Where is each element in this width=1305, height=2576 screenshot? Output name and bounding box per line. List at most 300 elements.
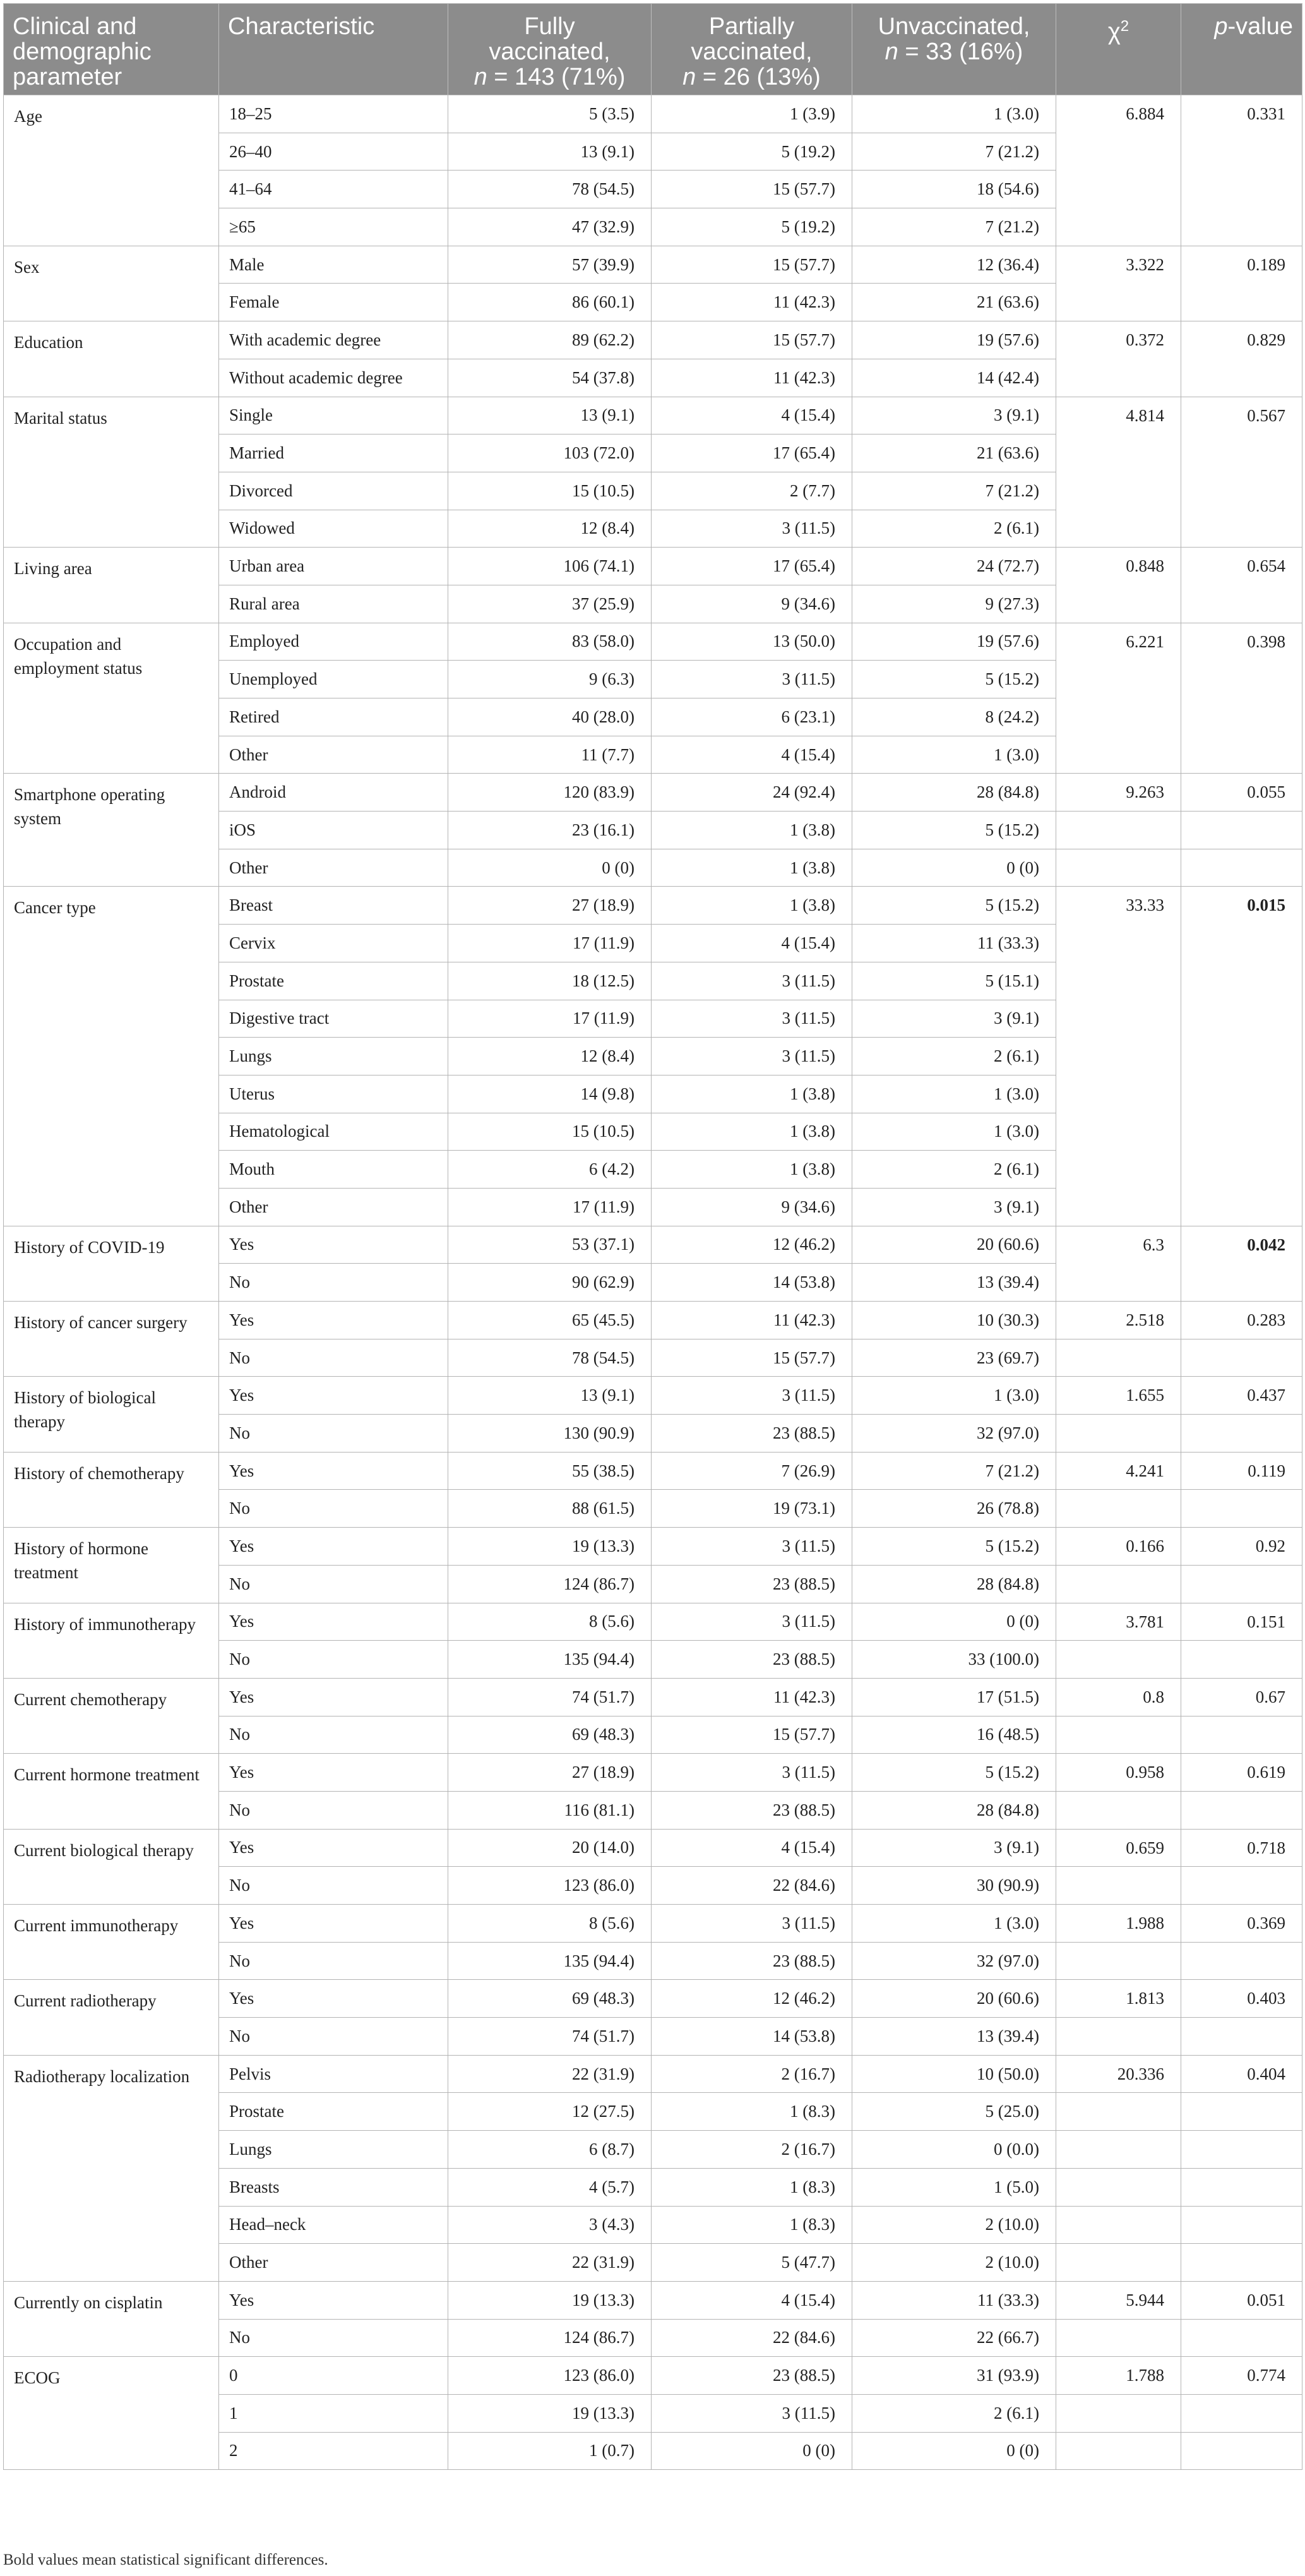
cell-partially-vaccinated: 6 (23.1) [652, 698, 852, 736]
cell-p-value: 0.042 [1181, 1226, 1302, 1301]
cell-partially-vaccinated: 11 (42.3) [652, 1678, 852, 1716]
cell-characteristic: No [219, 2018, 448, 2056]
cell-partially-vaccinated: 23 (88.5) [652, 2357, 852, 2395]
cell-unvaccinated: 1 (3.0) [852, 1905, 1056, 1943]
cell-characteristic: Urban area [219, 548, 448, 585]
table-row [4, 1302, 1302, 1339]
cell-characteristic: 0 [219, 2357, 448, 2395]
cell-characteristic: Prostate [219, 2093, 448, 2131]
cell-unvaccinated: 2 (6.1) [852, 1038, 1056, 1075]
cell-partially-vaccinated: 2 (7.7) [652, 472, 852, 510]
cell-p-value: 0.718 [1181, 1829, 1302, 1867]
cell-p-value [1181, 2206, 1302, 2244]
cell-chi-square [1056, 1791, 1181, 1829]
cell-chi-square: 4.241 [1056, 1452, 1181, 1490]
cell-characteristic: Yes [219, 1377, 448, 1415]
cell-p-value [1181, 2093, 1302, 2131]
cell-characteristic: Yes [219, 1829, 448, 1867]
cell-chi-square [1056, 2244, 1181, 2282]
cell-partially-vaccinated: 1 (3.8) [652, 1151, 852, 1189]
cell-parameter: Sex [4, 246, 219, 321]
cell-unvaccinated: 18 (54.6) [852, 171, 1056, 208]
cell-fully-vaccinated: 11 (7.7) [448, 736, 652, 774]
cell-partially-vaccinated: 14 (53.8) [652, 1264, 852, 1302]
cell-chi-square: 0.166 [1056, 1528, 1181, 1566]
cell-unvaccinated: 14 (42.4) [852, 359, 1056, 397]
cell-chi-square [1056, 812, 1181, 849]
cell-partially-vaccinated: 22 (84.6) [652, 1867, 852, 1905]
cell-unvaccinated: 30 (90.9) [852, 1867, 1056, 1905]
cell-unvaccinated: 1 (3.0) [852, 736, 1056, 774]
cell-characteristic: Yes [219, 1452, 448, 1490]
cell-parameter: History of hormone treatment [4, 1528, 219, 1603]
cell-characteristic: 41–64 [219, 171, 448, 208]
cell-partially-vaccinated: 15 (57.7) [652, 321, 852, 359]
cell-unvaccinated: 12 (36.4) [852, 246, 1056, 284]
cell-unvaccinated: 23 (69.7) [852, 1339, 1056, 1377]
cell-chi-square: 6.221 [1056, 623, 1181, 774]
table-row [4, 1980, 1302, 2018]
cell-partially-vaccinated: 1 (3.8) [652, 812, 852, 849]
cell-p-value: 0.654 [1181, 548, 1302, 623]
cell-p-value [1181, 1415, 1302, 1453]
cell-partially-vaccinated: 3 (11.5) [652, 962, 852, 1000]
cell-partially-vaccinated: 1 (3.9) [652, 95, 852, 133]
cell-partially-vaccinated: 4 (15.4) [652, 736, 852, 774]
cell-fully-vaccinated: 6 (4.2) [448, 1151, 652, 1189]
cell-characteristic: Rural area [219, 585, 448, 623]
cell-partially-vaccinated: 11 (42.3) [652, 1302, 852, 1339]
cell-p-value [1181, 2168, 1302, 2206]
cell-fully-vaccinated: 20 (14.0) [448, 1829, 652, 1867]
cell-parameter: History of biological therapy [4, 1377, 219, 1452]
cell-characteristic: No [219, 1490, 448, 1528]
cell-partially-vaccinated: 3 (11.5) [652, 1603, 852, 1641]
table-footnote: Bold values mean statistical significant differences. [3, 2551, 328, 2568]
cell-characteristic: Single [219, 397, 448, 434]
cell-partially-vaccinated: 5 (19.2) [652, 133, 852, 171]
cell-unvaccinated: 13 (39.4) [852, 1264, 1056, 1302]
cell-parameter: Current biological therapy [4, 1829, 219, 1904]
cell-characteristic: Retired [219, 698, 448, 736]
cell-characteristic: No [219, 1264, 448, 1302]
cell-chi-square: 3.781 [1056, 1603, 1181, 1641]
cell-characteristic: Widowed [219, 510, 448, 548]
cell-fully-vaccinated: 18 (12.5) [448, 962, 652, 1000]
cell-unvaccinated: 7 (21.2) [852, 1452, 1056, 1490]
cell-unvaccinated: 19 (57.6) [852, 623, 1056, 661]
cell-characteristic: No [219, 1339, 448, 1377]
cell-unvaccinated: 19 (57.6) [852, 321, 1056, 359]
cell-characteristic: Without academic degree [219, 359, 448, 397]
cell-fully-vaccinated: 14 (9.8) [448, 1075, 652, 1113]
cell-characteristic: Yes [219, 1528, 448, 1566]
cell-characteristic: Hematological [219, 1113, 448, 1151]
cell-p-value: 0.119 [1181, 1452, 1302, 1490]
cell-partially-vaccinated: 3 (11.5) [652, 1000, 852, 1038]
cell-parameter: Radiotherapy localization [4, 2055, 219, 2281]
cell-partially-vaccinated: 1 (8.3) [652, 2206, 852, 2244]
cell-chi-square [1056, 2432, 1181, 2470]
cell-partially-vaccinated: 23 (88.5) [652, 1641, 852, 1679]
cell-fully-vaccinated: 22 (31.9) [448, 2055, 652, 2093]
cell-unvaccinated: 31 (93.9) [852, 2357, 1056, 2395]
cell-partially-vaccinated: 4 (15.4) [652, 397, 852, 434]
cell-p-value: 0.619 [1181, 1754, 1302, 1792]
table-row [4, 1377, 1302, 1415]
cell-partially-vaccinated: 19 (73.1) [652, 1490, 852, 1528]
cell-fully-vaccinated: 74 (51.7) [448, 2018, 652, 2056]
cell-partially-vaccinated: 3 (11.5) [652, 661, 852, 698]
table-row [4, 1905, 1302, 1943]
cell-characteristic: 26–40 [219, 133, 448, 171]
cell-partially-vaccinated: 15 (57.7) [652, 171, 852, 208]
cell-fully-vaccinated: 6 (8.7) [448, 2131, 652, 2169]
table-row [4, 2281, 1302, 2319]
cell-partially-vaccinated: 23 (88.5) [652, 1942, 852, 1980]
cell-unvaccinated: 7 (21.2) [852, 472, 1056, 510]
cell-parameter: History of chemotherapy [4, 1452, 219, 1527]
cell-fully-vaccinated: 135 (94.4) [448, 1641, 652, 1679]
cell-chi-square [1056, 1716, 1181, 1754]
cell-p-value [1181, 812, 1302, 849]
header-param: Clinical and demographic parameter [4, 4, 219, 95]
cell-chi-square [1056, 2093, 1181, 2131]
cell-characteristic: Lungs [219, 2131, 448, 2169]
cell-partially-vaccinated: 23 (88.5) [652, 1565, 852, 1603]
cell-fully-vaccinated: 5 (3.5) [448, 95, 652, 133]
cell-partially-vaccinated: 12 (46.2) [652, 1226, 852, 1264]
cell-unvaccinated: 9 (27.3) [852, 585, 1056, 623]
cell-partially-vaccinated: 1 (3.8) [652, 1113, 852, 1151]
cell-partially-vaccinated: 1 (3.8) [652, 849, 852, 887]
cell-characteristic: Employed [219, 623, 448, 661]
cell-chi-square: 9.263 [1056, 774, 1181, 812]
cell-p-value [1181, 1339, 1302, 1377]
cell-unvaccinated: 32 (97.0) [852, 1415, 1056, 1453]
cell-partially-vaccinated: 3 (11.5) [652, 1905, 852, 1943]
cell-parameter: History of immunotherapy [4, 1603, 219, 1678]
table-row [4, 1678, 1302, 1716]
cell-fully-vaccinated: 8 (5.6) [448, 1905, 652, 1943]
cell-chi-square [1056, 2206, 1181, 2244]
cell-characteristic: Yes [219, 1678, 448, 1716]
cell-fully-vaccinated: 13 (9.1) [448, 397, 652, 434]
cell-fully-vaccinated: 106 (74.1) [448, 548, 652, 585]
cell-partially-vaccinated: 15 (57.7) [652, 1716, 852, 1754]
cell-p-value [1181, 2244, 1302, 2282]
cell-p-value [1181, 1490, 1302, 1528]
cell-characteristic: iOS [219, 812, 448, 849]
table-row [4, 1528, 1302, 1566]
cell-unvaccinated: 3 (9.1) [852, 397, 1056, 434]
cell-characteristic: Male [219, 246, 448, 284]
cell-parameter: Education [4, 321, 219, 397]
cell-unvaccinated: 1 (3.0) [852, 95, 1056, 133]
table-row [4, 246, 1302, 284]
cell-characteristic: Digestive tract [219, 1000, 448, 1038]
cell-fully-vaccinated: 27 (18.9) [448, 1754, 652, 1792]
cell-chi-square [1056, 2131, 1181, 2169]
cell-p-value: 0.283 [1181, 1302, 1302, 1339]
cell-chi-square: 0.372 [1056, 321, 1181, 397]
cell-unvaccinated: 2 (6.1) [852, 1151, 1056, 1189]
cell-partially-vaccinated: 3 (11.5) [652, 510, 852, 548]
cell-characteristic: No [219, 1942, 448, 1980]
cell-chi-square: 0.659 [1056, 1829, 1181, 1867]
cell-unvaccinated: 3 (9.1) [852, 1829, 1056, 1867]
cell-partially-vaccinated: 1 (3.8) [652, 1075, 852, 1113]
cell-fully-vaccinated: 123 (86.0) [448, 1867, 652, 1905]
cell-characteristic: No [219, 2319, 448, 2357]
table-row [4, 548, 1302, 585]
table-row [4, 1603, 1302, 1641]
cell-partially-vaccinated: 23 (88.5) [652, 1791, 852, 1829]
cell-fully-vaccinated: 19 (13.3) [448, 2394, 652, 2432]
cell-characteristic: Lungs [219, 1038, 448, 1075]
cell-unvaccinated: 17 (51.5) [852, 1678, 1056, 1716]
cell-p-value: 0.369 [1181, 1905, 1302, 1943]
cell-chi-square: 1.788 [1056, 2357, 1181, 2395]
cell-partially-vaccinated: 3 (11.5) [652, 1377, 852, 1415]
cell-chi-square: 1.813 [1056, 1980, 1181, 2018]
cell-p-value: 0.829 [1181, 321, 1302, 397]
cell-fully-vaccinated: 124 (86.7) [448, 1565, 652, 1603]
cell-chi-square [1056, 1641, 1181, 1679]
cell-partially-vaccinated: 0 (0) [652, 2432, 852, 2470]
cell-characteristic: Yes [219, 2281, 448, 2319]
table-container [3, 3, 1302, 2470]
cell-fully-vaccinated: 53 (37.1) [448, 1226, 652, 1264]
cell-unvaccinated: 11 (33.3) [852, 925, 1056, 962]
table-row [4, 887, 1302, 925]
cell-unvaccinated: 2 (6.1) [852, 2394, 1056, 2432]
cell-unvaccinated: 28 (84.8) [852, 1791, 1056, 1829]
cell-fully-vaccinated: 17 (11.9) [448, 925, 652, 962]
cell-fully-vaccinated: 54 (37.8) [448, 359, 652, 397]
cell-characteristic: Head–neck [219, 2206, 448, 2244]
cell-chi-square: 0.958 [1056, 1754, 1181, 1792]
cell-p-value [1181, 849, 1302, 887]
cell-fully-vaccinated: 12 (8.4) [448, 1038, 652, 1075]
cell-unvaccinated: 3 (9.1) [852, 1000, 1056, 1038]
cell-characteristic: Married [219, 434, 448, 472]
cell-unvaccinated: 5 (15.2) [852, 887, 1056, 925]
cell-unvaccinated: 26 (78.8) [852, 1490, 1056, 1528]
cell-partially-vaccinated: 23 (88.5) [652, 1415, 852, 1453]
table-row [4, 95, 1302, 133]
cell-chi-square: 4.814 [1056, 397, 1181, 548]
cell-p-value: 0.151 [1181, 1603, 1302, 1641]
cell-fully-vaccinated: 116 (81.1) [448, 1791, 652, 1829]
cell-p-value: 0.774 [1181, 2357, 1302, 2395]
cell-chi-square: 6.3 [1056, 1226, 1181, 1301]
cell-characteristic: Other [219, 1188, 448, 1226]
cell-partially-vaccinated: 9 (34.6) [652, 585, 852, 623]
cell-fully-vaccinated: 47 (32.9) [448, 208, 652, 246]
table-row [4, 1829, 1302, 1867]
cell-partially-vaccinated: 1 (8.3) [652, 2168, 852, 2206]
table-row [4, 1452, 1302, 1490]
cell-partially-vaccinated: 13 (50.0) [652, 623, 852, 661]
cell-unvaccinated: 2 (10.0) [852, 2244, 1056, 2282]
cell-partially-vaccinated: 1 (3.8) [652, 887, 852, 925]
cell-characteristic: Yes [219, 1603, 448, 1641]
cell-p-value: 0.189 [1181, 246, 1302, 321]
cell-characteristic: Yes [219, 1302, 448, 1339]
table-row [4, 623, 1302, 661]
cell-fully-vaccinated: 17 (11.9) [448, 1000, 652, 1038]
cell-unvaccinated: 1 (3.0) [852, 1075, 1056, 1113]
cell-p-value: 0.015 [1181, 887, 1302, 1226]
header-characteristic: Characteristic [219, 4, 448, 95]
cell-fully-vaccinated: 123 (86.0) [448, 2357, 652, 2395]
cell-partially-vaccinated: 15 (57.7) [652, 246, 852, 284]
cell-fully-vaccinated: 55 (38.5) [448, 1452, 652, 1490]
cell-fully-vaccinated: 124 (86.7) [448, 2319, 652, 2357]
cell-p-value: 0.331 [1181, 95, 1302, 246]
cell-partially-vaccinated: 5 (19.2) [652, 208, 852, 246]
cell-fully-vaccinated: 69 (48.3) [448, 1980, 652, 2018]
cell-chi-square: 0.8 [1056, 1678, 1181, 1716]
cell-partially-vaccinated: 14 (53.8) [652, 2018, 852, 2056]
cell-unvaccinated: 22 (66.7) [852, 2319, 1056, 2357]
cell-characteristic: 18–25 [219, 95, 448, 133]
cell-p-value: 0.403 [1181, 1980, 1302, 2018]
cell-fully-vaccinated: 0 (0) [448, 849, 652, 887]
cell-fully-vaccinated: 8 (5.6) [448, 1603, 652, 1641]
cell-unvaccinated: 5 (15.2) [852, 1754, 1056, 1792]
table-row [4, 1226, 1302, 1264]
cell-p-value [1181, 1641, 1302, 1679]
cell-fully-vaccinated: 57 (39.9) [448, 246, 652, 284]
cell-characteristic: No [219, 1415, 448, 1453]
cell-unvaccinated: 8 (24.2) [852, 698, 1056, 736]
cell-characteristic: Prostate [219, 962, 448, 1000]
cell-fully-vaccinated: 83 (58.0) [448, 623, 652, 661]
cell-fully-vaccinated: 78 (54.5) [448, 1339, 652, 1377]
cell-fully-vaccinated: 22 (31.9) [448, 2244, 652, 2282]
cell-characteristic: Breasts [219, 2168, 448, 2206]
cell-characteristic: Uterus [219, 1075, 448, 1113]
cell-p-value [1181, 1791, 1302, 1829]
cell-fully-vaccinated: 15 (10.5) [448, 1113, 652, 1151]
cell-unvaccinated: 10 (30.3) [852, 1302, 1056, 1339]
cell-partially-vaccinated: 15 (57.7) [652, 1339, 852, 1377]
cell-unvaccinated: 28 (84.8) [852, 774, 1056, 812]
cell-unvaccinated: 7 (21.2) [852, 133, 1056, 171]
cell-p-value [1181, 1867, 1302, 1905]
cell-fully-vaccinated: 12 (27.5) [448, 2093, 652, 2131]
cell-partially-vaccinated: 4 (15.4) [652, 1829, 852, 1867]
cell-fully-vaccinated: 19 (13.3) [448, 2281, 652, 2319]
cell-fully-vaccinated: 37 (25.9) [448, 585, 652, 623]
cell-characteristic: Yes [219, 1754, 448, 1792]
table-body [4, 95, 1302, 2470]
cell-parameter: History of COVID-19 [4, 1226, 219, 1301]
cell-fully-vaccinated: 88 (61.5) [448, 1490, 652, 1528]
table-row [4, 2357, 1302, 2395]
cell-chi-square: 3.322 [1056, 246, 1181, 321]
cell-characteristic: Yes [219, 1905, 448, 1943]
cell-partially-vaccinated: 1 (8.3) [652, 2093, 852, 2131]
cell-characteristic: No [219, 1867, 448, 1905]
cell-p-value: 0.92 [1181, 1528, 1302, 1566]
cell-characteristic: No [219, 1565, 448, 1603]
cell-characteristic: Other [219, 849, 448, 887]
table-row [4, 2055, 1302, 2093]
cell-p-value [1181, 1716, 1302, 1754]
cell-partially-vaccinated: 22 (84.6) [652, 2319, 852, 2357]
cell-partially-vaccinated: 11 (42.3) [652, 284, 852, 321]
cell-characteristic: Pelvis [219, 2055, 448, 2093]
cell-chi-square [1056, 1490, 1181, 1528]
cell-fully-vaccinated: 23 (16.1) [448, 812, 652, 849]
cell-partially-vaccinated: 17 (65.4) [652, 548, 852, 585]
cell-p-value [1181, 1565, 1302, 1603]
cell-chi-square: 0.848 [1056, 548, 1181, 623]
cell-parameter: ECOG [4, 2357, 219, 2470]
cell-partially-vaccinated: 2 (16.7) [652, 2055, 852, 2093]
cell-p-value: 0.398 [1181, 623, 1302, 774]
cell-unvaccinated: 10 (50.0) [852, 2055, 1056, 2093]
cell-unvaccinated: 5 (15.2) [852, 1528, 1056, 1566]
table-row [4, 397, 1302, 434]
cell-fully-vaccinated: 1 (0.7) [448, 2432, 652, 2470]
cell-characteristic: Other [219, 2244, 448, 2282]
cell-p-value: 0.051 [1181, 2281, 1302, 2319]
cell-chi-square [1056, 1867, 1181, 1905]
header-p-value: p-value [1181, 4, 1302, 95]
cell-parameter: History of cancer surgery [4, 1302, 219, 1377]
cell-parameter: Current immunotherapy [4, 1905, 219, 1980]
cell-p-value: 0.437 [1181, 1377, 1302, 1415]
cell-partially-vaccinated: 3 (11.5) [652, 2394, 852, 2432]
cell-unvaccinated: 5 (15.1) [852, 962, 1056, 1000]
cell-partially-vaccinated: 3 (11.5) [652, 1528, 852, 1566]
cell-fully-vaccinated: 3 (4.3) [448, 2206, 652, 2244]
cell-fully-vaccinated: 65 (45.5) [448, 1302, 652, 1339]
cell-unvaccinated: 11 (33.3) [852, 2281, 1056, 2319]
cell-unvaccinated: 2 (6.1) [852, 510, 1056, 548]
cell-unvaccinated: 0 (0) [852, 2432, 1056, 2470]
cell-parameter: Marital status [4, 397, 219, 548]
cell-chi-square: 5.944 [1056, 2281, 1181, 2319]
cell-characteristic: Breast [219, 887, 448, 925]
cell-fully-vaccinated: 17 (11.9) [448, 1188, 652, 1226]
cell-chi-square [1056, 849, 1181, 887]
cell-unvaccinated: 5 (25.0) [852, 2093, 1056, 2131]
cell-chi-square: 33.33 [1056, 887, 1181, 1226]
cell-fully-vaccinated: 13 (9.1) [448, 133, 652, 171]
table-row [4, 774, 1302, 812]
cell-characteristic: ≥65 [219, 208, 448, 246]
cell-chi-square [1056, 1565, 1181, 1603]
cell-unvaccinated: 21 (63.6) [852, 284, 1056, 321]
cell-fully-vaccinated: 135 (94.4) [448, 1942, 652, 1980]
cell-chi-square [1056, 2394, 1181, 2432]
cell-parameter: Living area [4, 548, 219, 623]
header-chi-square: $\chi^2$ [1056, 4, 1181, 95]
cell-unvaccinated: 7 (21.2) [852, 208, 1056, 246]
cell-chi-square: 6.884 [1056, 95, 1181, 246]
cell-parameter: Current chemotherapy [4, 1678, 219, 1753]
cell-unvaccinated: 2 (10.0) [852, 2206, 1056, 2244]
header-partially-vaccinated: Partially vaccinated, n = 26 (13%) [652, 4, 852, 95]
cell-unvaccinated: 0 (0) [852, 1603, 1056, 1641]
cell-fully-vaccinated: 27 (18.9) [448, 887, 652, 925]
cell-chi-square: 20.336 [1056, 2055, 1181, 2093]
